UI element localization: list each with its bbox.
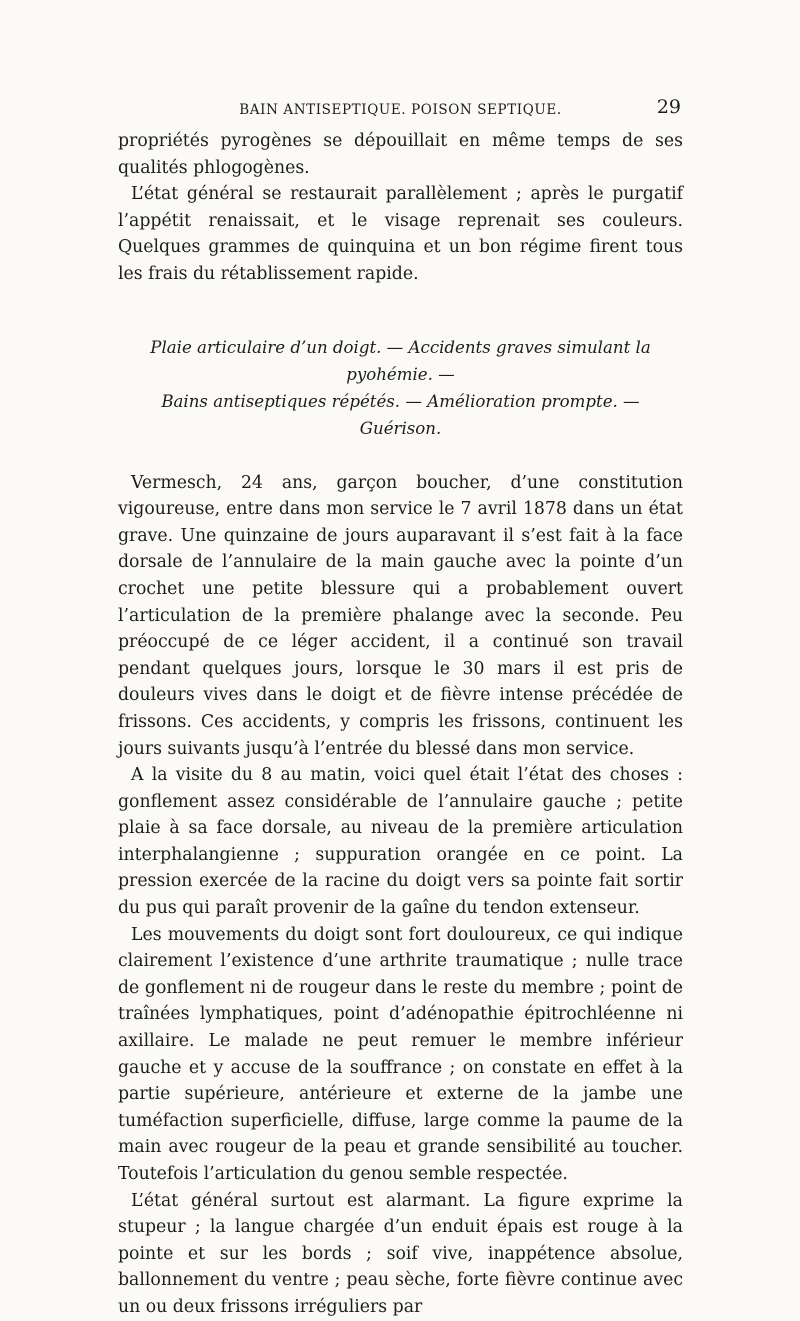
running-title: BAIN ANTISEPTIQUE. POISON SEPTIQUE. xyxy=(239,102,562,118)
page-number: 29 xyxy=(656,96,681,118)
paragraph: Les mouvements du doigt sont fort douloureux, ce qui indique clairement l’existence d’une arthrite traumatique ; nulle trace de gonflement ni de rougeur dans le reste du membre ; point de traînées lymphatiques, point d’adénopathie épitrochléenne ni axillaire. Le malade ne peut remuer le membre inférieur gauche et y accuse de la souffrance ; on constate en effet à la partie supérieure, antérieure et externe de la jambe une tuméfaction superficielle, diffuse, large comme la paume de la main avec rougeur de la peau et grande sensibilité au toucher. Toutefois l’articulation du genou semble respectée. xyxy=(118,924,683,1184)
paragraph: L’état général se restaurait parallèlement ; après le purgatif l’appétit renaissait, et le visage reprenait ses couleurs. Quelques grammes de quinquina et un bon régime firent tous les frais du rétablissement rapide. xyxy=(118,184,683,284)
page-header xyxy=(118,96,683,126)
paragraph: propriétés pyrogènes se dépouillait en même temps de ses qualités phlogogènes. xyxy=(118,131,683,178)
page-body xyxy=(118,128,683,1321)
case-title-line: Bains antiseptiques répétés. — Amélioration prompte. — Guérison. xyxy=(161,391,640,438)
case-title-line: Plaie articulaire d’un doigt. — Accidents graves simulant la pyohémie. — xyxy=(150,337,651,384)
paragraph: Vermesch, 24 ans, garçon boucher, d’une constitution vigoureuse, entre dans mon service le 7 avril 1878 dans un état grave. Une quinzaine de jours auparavant il s’est fait à la face dorsale de l’annulaire de la main gauche avec la pointe d’un crochet une petite blessure qui a probablement ouvert l’articulation de la première phalange avec la seconde. Peu préoccupé de ce léger accident, il a continué son travail pendant quelques jours, lorsque le 30 mars il est pris de douleurs vives dans le doigt et de fièvre intense précédée de frissons. Ces accidents, y compris les frissons, continuent les jours suivants jusqu’à l’entrée du blessé dans mon service. xyxy=(118,472,683,759)
case-title xyxy=(118,334,683,442)
paragraph: L’état général surtout est alarmant. La figure exprime la stupeur ; la langue chargée d’un enduit épais est rouge à la pointe et sur les bords ; soif vive, inappétence absolue, ballonnement du ventre ; peau sèche, forte fièvre continue avec un ou deux frissons irréguliers par xyxy=(118,1190,683,1317)
paragraph: A la visite du 8 au matin, voici quel était l’état des choses : gonflement assez considérable de l’annulaire gauche ; petite plaie à sa face dorsale, au niveau de la première articulation interphalangienne ; suppuration orangée en ce point. La pression exercée de la racine du doigt vers sa pointe fait sortir du pus qui paraît provenir de la gaîne du tendon extenseur. xyxy=(118,765,683,919)
